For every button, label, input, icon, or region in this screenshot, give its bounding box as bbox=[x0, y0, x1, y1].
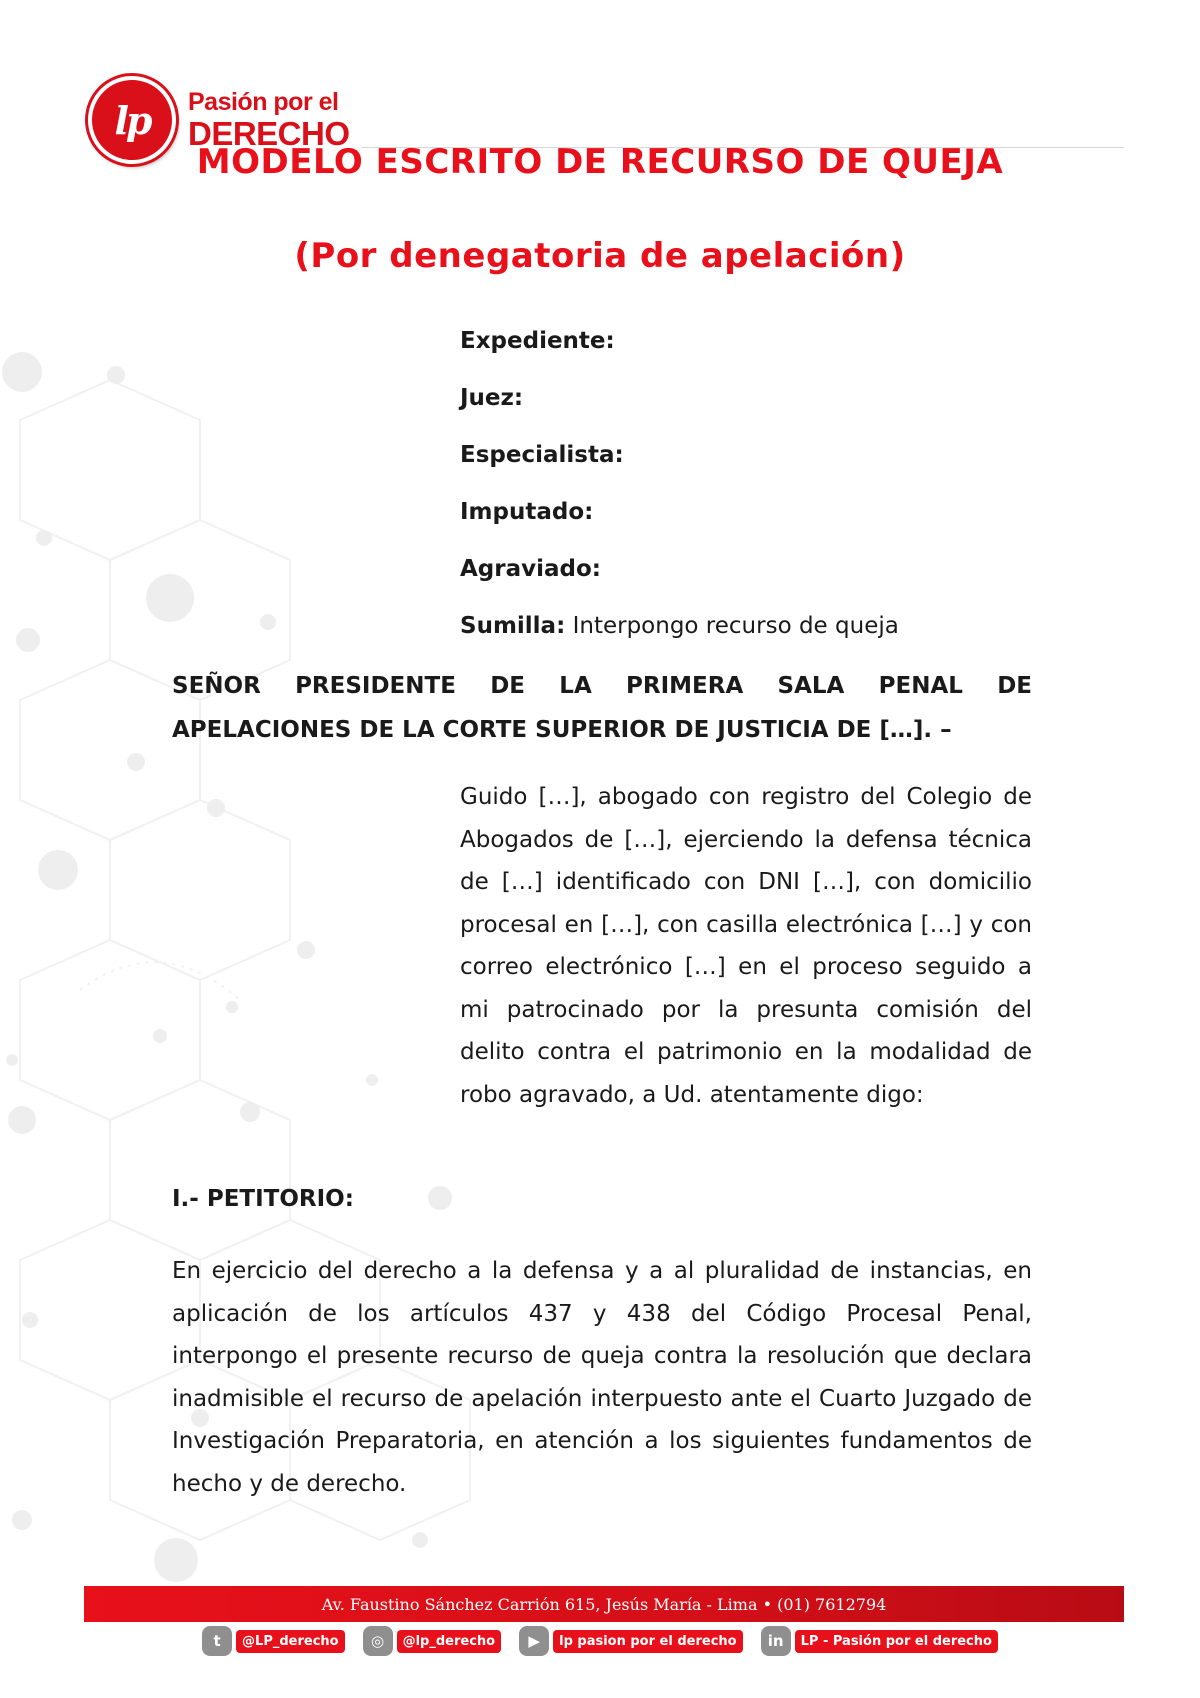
case-field-imputado bbox=[460, 497, 899, 554]
social-links bbox=[0, 1626, 1200, 1656]
field-label: Expediente: bbox=[460, 328, 615, 354]
case-field-especialista bbox=[460, 440, 899, 497]
case-field-agraviado bbox=[460, 554, 899, 611]
social-instagram[interactable] bbox=[363, 1626, 502, 1656]
social-label: @LP_derecho bbox=[236, 1630, 345, 1653]
twitter-icon: t bbox=[202, 1626, 232, 1656]
footer-address-bar: Av. Faustino Sánchez Carrión 615, Jesús María - Lima • (01) 7612794 bbox=[84, 1586, 1124, 1622]
case-details bbox=[460, 326, 899, 668]
instagram-icon: ◎ bbox=[363, 1626, 393, 1656]
social-label: @lp_derecho bbox=[397, 1630, 502, 1653]
brand-wordmark bbox=[188, 90, 350, 150]
social-youtube[interactable] bbox=[519, 1626, 743, 1656]
field-label: Imputado: bbox=[460, 499, 594, 525]
social-label: lp pasion por el derecho bbox=[553, 1630, 743, 1653]
petitorio-paragraph: En ejercicio del derecho a la defensa y a al pluralidad de instancias, en aplicación de los artículos 437 y 438 del Código Procesal Penal, interpongo el presente recurso de queja contra la resolución que declara inadmisible el recurso de apelación interpuesto ante el Cuarto Juzgado de Investigación Preparatoria, en atención a los siguientes fundamentos de hecho y de derecho. bbox=[172, 1258, 1032, 1497]
brand-line2: DERECHO bbox=[188, 115, 350, 152]
social-twitter[interactable] bbox=[202, 1626, 345, 1656]
case-field-juez bbox=[460, 383, 899, 440]
social-label: LP - Pasión por el derecho bbox=[795, 1630, 998, 1653]
section-heading-petitorio: I.- PETITORIO: bbox=[172, 1186, 354, 1212]
field-label: Especialista: bbox=[460, 442, 624, 468]
case-field-sumilla bbox=[460, 611, 899, 668]
intro-paragraph: Guido […], abogado con registro del Colegio de Abogados de […], ejerciendo la defensa técnica de […] identificado con DNI […], con domicilio procesal en […], con casilla electrónica […] y con correo electrónico […] en el proceso seguido a mi patrocinado por la presunta comisión del delito contra el patrimonio en la modalidad de robo agravado, a Ud. atentamente digo: bbox=[460, 784, 1032, 1108]
addressee-line1: SEÑOR PRESIDENTE DE LA PRIMERA SALA PENAL DE bbox=[172, 673, 1032, 699]
brand-line1: Pasión por el bbox=[188, 88, 339, 116]
addressee-block bbox=[172, 664, 1032, 752]
youtube-icon: ▶ bbox=[519, 1626, 549, 1656]
field-label: Sumilla: bbox=[460, 613, 566, 639]
field-label: Agraviado: bbox=[460, 556, 601, 582]
linkedin-icon: in bbox=[761, 1626, 791, 1656]
lp-logo-icon: lp bbox=[88, 76, 176, 164]
case-field-expediente bbox=[460, 326, 899, 383]
addressee-line2: APELACIONES DE LA CORTE SUPERIOR DE JUSTICIA DE […]. – bbox=[172, 717, 952, 743]
field-value: Interpongo recurso de queja bbox=[572, 613, 899, 639]
social-linkedin[interactable] bbox=[761, 1626, 998, 1656]
document-subtitle: (Por denegatoria de apelación) bbox=[294, 236, 906, 276]
field-label: Juez: bbox=[460, 385, 524, 411]
document-title: MODELO ESCRITO DE RECURSO DE QUEJA bbox=[196, 142, 1004, 182]
